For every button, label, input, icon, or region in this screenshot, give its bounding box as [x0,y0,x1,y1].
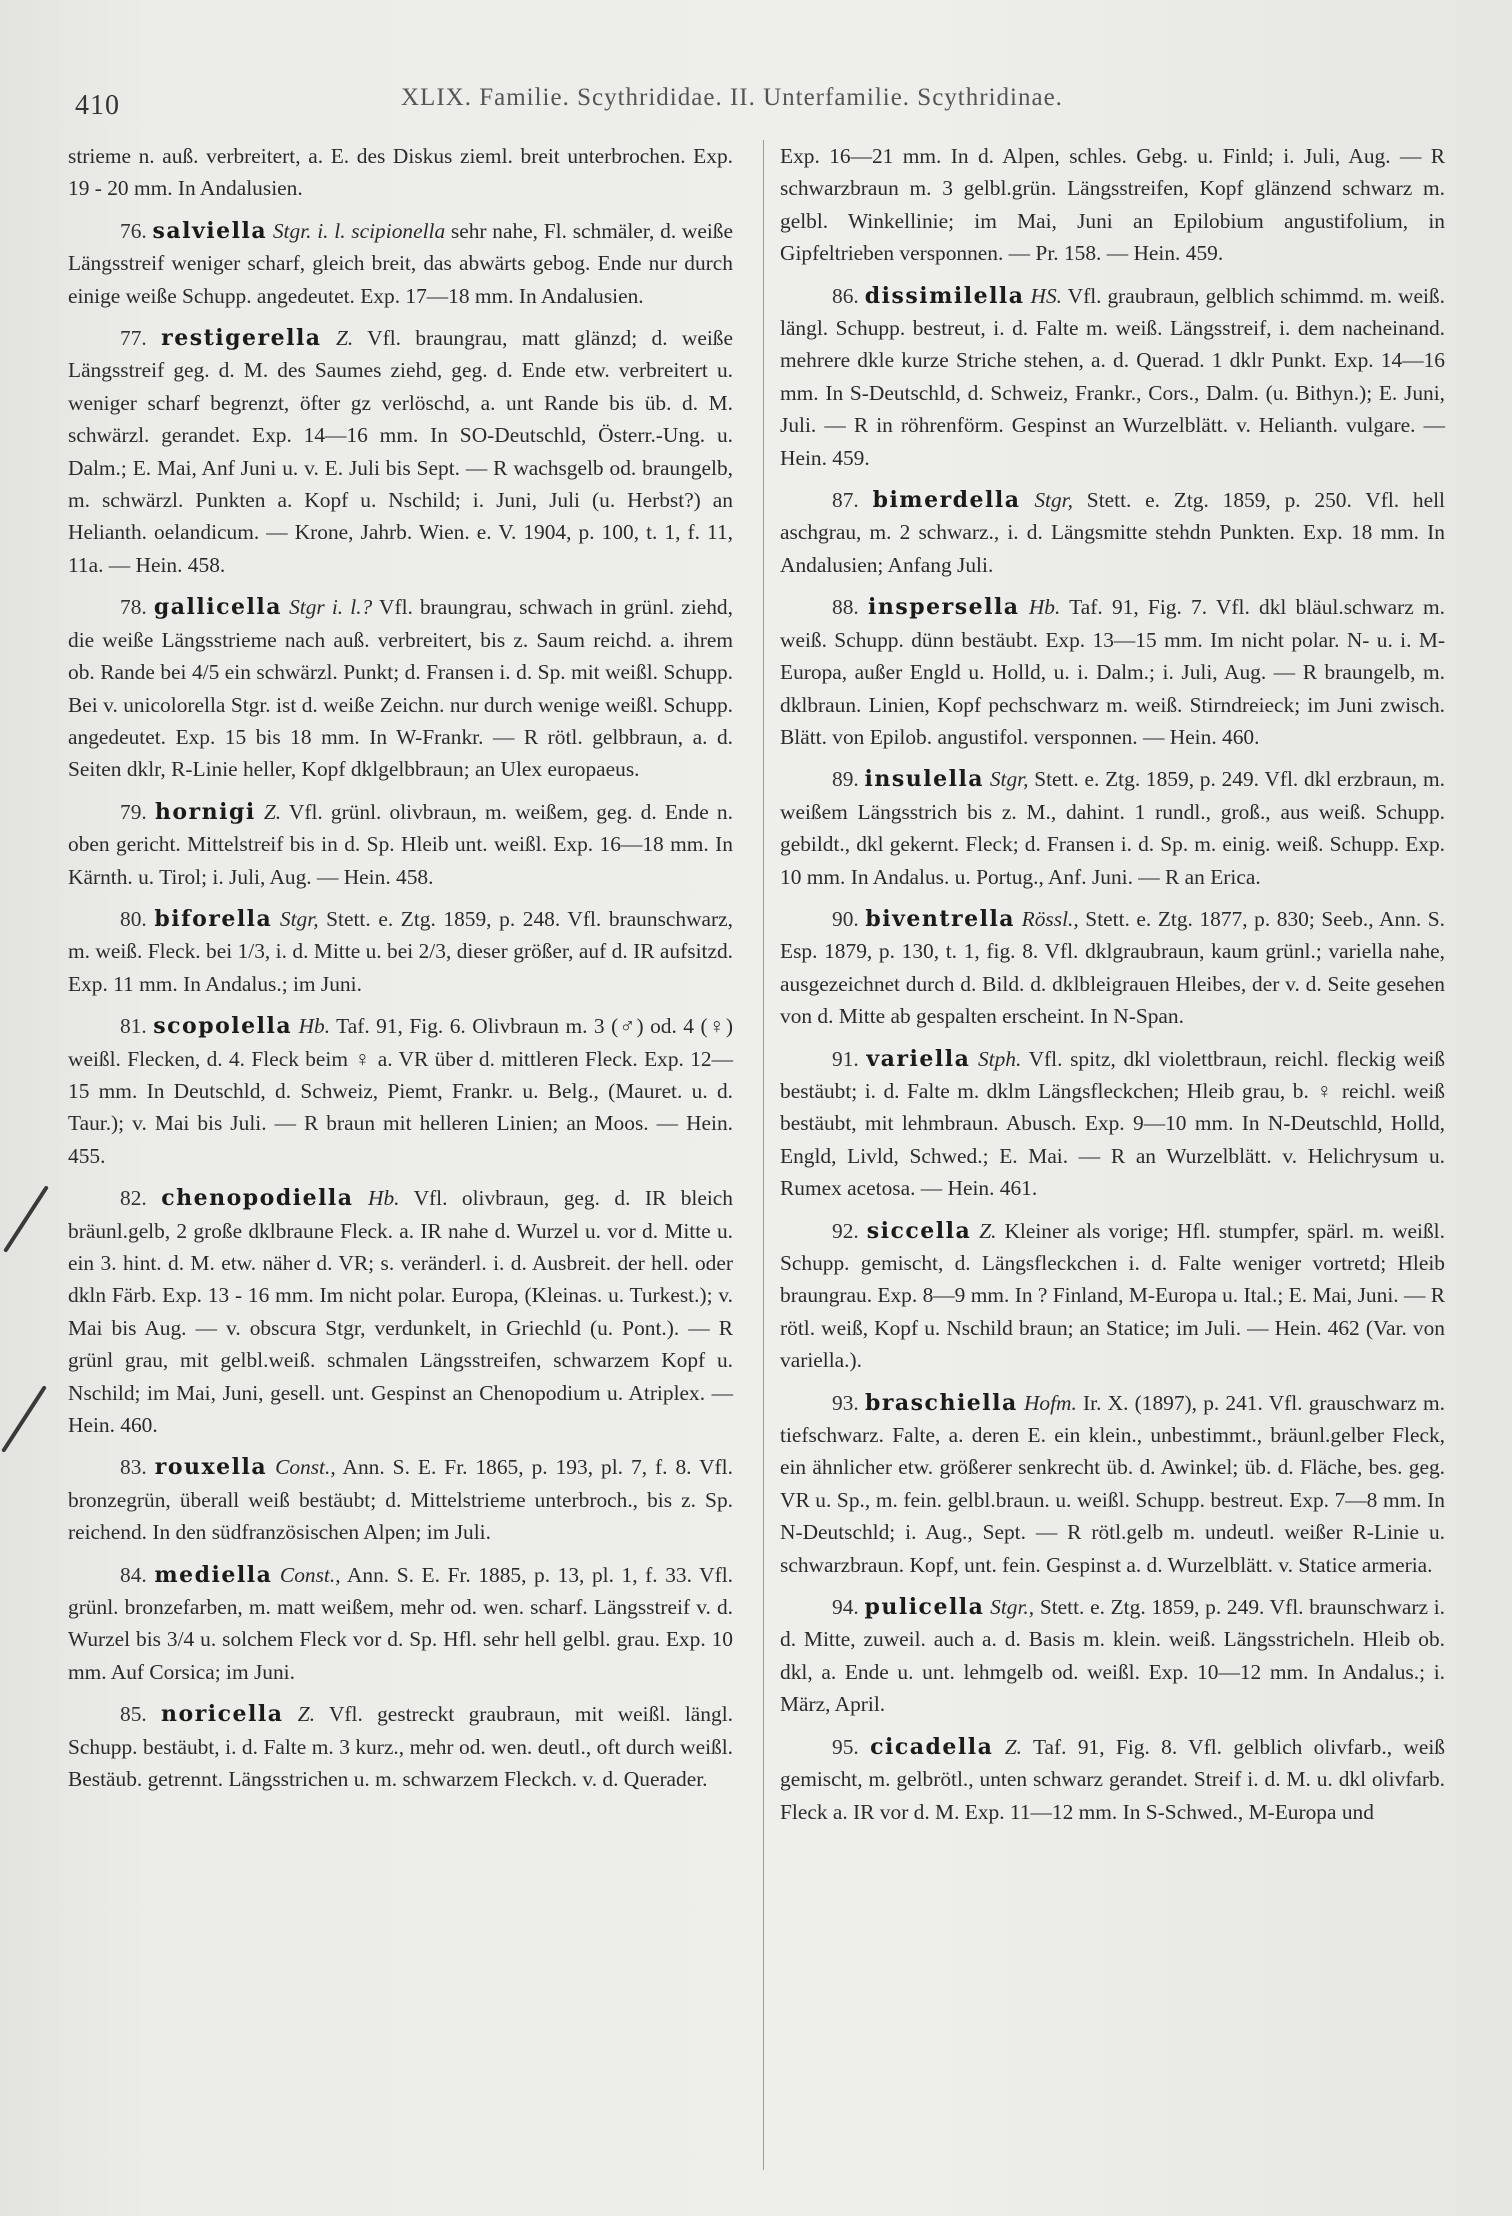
species-name: cicadella [870,1733,994,1760]
entry-number: 85. [120,1702,147,1727]
running-title: XLIX. Familie. Scythrididae. II. Unterfamilie. Scythridinae. [401,84,1063,111]
entry-description: Ann. S. E. Fr. 1885, p. 13, pl. 1, f. 33. Vfl. grünl. bronzefarben, m. matt weißem, mehr od. wen. scharf. Längsstreif v. d. Wurzel bis 3/4 u. solchem Fleck vor d. Sp. Hfl. sehr hell gelbl. grau. Exp. 10 mm. Auf Corsica; im Juni. [68,1562,733,1684]
species-entry [780,591,1445,753]
left-column [68,140,733,1806]
entry-number: 88. [832,595,859,620]
pencil-mark [1,1385,47,1453]
entry-description: Ir. X. (1897), p. 241. Vfl. grauschwarz m. tiefschwarz. Falte, a. deren E. ein klein., unbestimmt., bräunl.gelber Fleck, ein ähnlicher etw. größerer senkrecht üb. d. Awinkel; üb. d. Fläche, bes. geg. VR u. Sp., m. fein. gelbl.braun. u. weißl. Schupp. bestreut. Exp. 7—8 mm. In N-Deutschld; i. Aug., Sept. — R rötl.gelb m. undeutl. weißer R-Linie u. schwarzbraun. Kopf, unt. fein. Gespinst a. d. Wurzelblätt. v. Statice armeria. [780,1390,1445,1577]
entry-number: 94. [832,1595,859,1620]
species-name: biventrella [865,905,1016,932]
entry-number: 95. [832,1734,859,1759]
species-entry [780,1387,1445,1581]
author-citation: Z. [297,1702,316,1727]
species-name: noricella [161,1701,284,1728]
species-name: salviella [152,217,268,244]
entry-description: Stett. e. Ztg. 1859, p. 248. Vfl. braunschwarz, m. weiß. Fleck. bei 1/3, i. d. Mitte u. bei 2/3, dieser größer, auf d. IR aufsitzd. Exp. 11 mm. In Andalus.; im Juni. [68,906,733,996]
author-citation: Z. [263,799,282,824]
species-entry [68,140,733,205]
species-entry [68,1559,733,1689]
species-name: pulicella [864,1594,985,1621]
entry-description: Taf. 91, Fig. 6. Olivbraun m. 3 (♂) od. 4 (♀) weißl. Flecken, d. 4. Fleck beim ♀ a. VR über d. mittleren Fleck. Exp. 12—15 mm. In Deutschld, d. Schweiz, Piemt, Frankr. u. Belg., (Mauret. u. d. Taur.); v. Mai bis Juli. — R braun mit helleren Linien; an Moos. — Hein. 455. [68,1014,733,1168]
entry-description: Stett. e. Ztg. 1859, p. 250. Vfl. hell aschgrau, m. 2 schwarz., i. d. Längsmitte stehdn Punkten. Exp. 18 mm. In Andalusien; Anfang Juli. [780,488,1445,577]
species-name: hornigi [154,798,256,825]
species-entry [780,1043,1445,1205]
entry-description: Ann. S. E. Fr. 1865, p. 193, pl. 7, f. 8. Vfl. bronzegrün, überall weiß bestäubt; d. Mittelstrieme unterbroch., bis z. Sp. reichend. In den südfranzösischen Alpen; im Juli. [68,1455,733,1545]
species-name: gallicella [153,594,282,621]
species-name: variella [866,1045,971,1072]
author-citation: Z. [1004,1734,1022,1759]
author-citation: Rössl., [1021,906,1079,931]
entry-number: 80. [120,906,147,931]
entry-number: 90. [832,906,859,931]
entry-description: Exp. 16—21 mm. In d. Alpen, schles. Gebg. u. Finld; i. Juli, Aug. — R schwarzbraun m. 3 gelbl.grün. Längsstreifen, Kopf glänzend schwarz m. gelbl. Winkellinie; im Mai, Juni an Epilobium angustifolium, in Gipfeltrieben versponnen. — Pr. 158. — Hein. 459. [780,144,1445,266]
species-name: siccella [866,1217,972,1244]
author-citation: HS. [1030,283,1063,308]
entry-description: Vfl. grünl. olivbraun, m. weißem, geg. d. Ende n. oben gericht. Mittelstreif bis in d. Sp. Hleib unt. weißl. Exp. 16—18 mm. In Kärnth. u. Tirol; i. Juli, Aug. — Hein. 458. [68,799,733,889]
entry-number: 93. [832,1390,859,1415]
entry-number: 87. [832,488,859,513]
entry-description: Vfl. graubraun, gelblich schimmd. m. weiß. längl. Schupp. bestreut, i. d. Falte m. weiß. Längsstreif, i. dem nacheinand. mehrere dkle kurze Striche stehen, a. d. Querad. 1 dklr Punkt. Exp. 14—16 mm. In S-Deutschld, d. Schweiz, Frankr., Cors., Dalm. (u. Bithyn.); E. Juni, Juli. — R in röhrenförm. Gespinst an Wurzelblätt. v. Helianth. vulgare. — Hein. 459. [780,283,1445,470]
entry-description: Kleiner als vorige; Hfl. stumpfer, spärl. m. weißl. Schupp. gemischt, d. Längsfleckchen i. d. Falte weniger vortretd; Hleib braungrau. Exp. 8—9 mm. In ? Finland, M-Europa u. Ital.; E. Mai, Juni. — R rötl. weiß, Kopf u. Nschild braun; an Statice; im Juli. — Hein. 462 (Var. von variella.). [780,1218,1445,1373]
entry-number: 82. [120,1186,147,1211]
entry-number: 78. [120,595,147,620]
entry-description: Stett. e. Ztg. 1877, p. 830; Seeb., Ann. S. Esp. 1879, p. 130, t. 1, fig. 8. Vfl. dklgraubraun, kaum grünl.; variella nahe, ausgezeichnet durch d. Bild. d. dklbleigrauen Hleibes, der v. d. Seite gesehen von d. Mitte ab gespalten erscheint. In N-Span. [780,906,1446,1029]
page-header [75,80,1455,120]
author-citation: Stgr, [1034,488,1073,513]
author-citation: Stgr., [990,1595,1035,1620]
species-name: dissimilella [864,282,1025,309]
species-name: biforella [154,905,273,932]
author-citation: Hofm. [1023,1390,1077,1415]
entry-description: Stett. e. Ztg. 1859, p. 249. Vfl. dkl erzbraun, m. weißem Längsstrich bis z. M., dahint. 1 rundl., groß., aus weiß. Schupp. gebildt., dkl gekernt. Fleck; d. Fransen i. d. Sp. m. einig. weiß. Schupp. Exp. 10 mm. In Andalus. u. Portug., Anf. Juni. — R an Erica. [780,767,1445,889]
entry-description: Vfl. gestreckt graubraun, mit weißl. längl. Schupp. bestäubt, i. d. Falte m. 3 kurz., mehr od. wen. deutl., oft durch weißl. Bestäub. getrennt. Längsstrichen u. m. schwarzem Fleckch. v. d. Querader. [68,1702,733,1792]
species-name: braschiella [864,1389,1018,1416]
species-name: mediella [154,1561,273,1588]
entry-description: Taf. 91, Fig. 7. Vfl. dkl bläul.schwarz m. weiß. Schupp. dünn bestäubt. Exp. 13—15 mm. Im nicht polar. N- u. i. M-Europa, außer Engld u. Holld, u. i. Dalm.; i. Juli, Aug. — R braungelb, m. dklbraun. Linien, Kopf pechschwarz m. weiß. Stirndreieck; im Juni zwisch. Blätt. von Epilob. angustifol. versponnen. — Hein. 460. [780,595,1446,749]
author-citation: Stgr i. l.? [289,595,373,620]
species-entry [780,1731,1445,1828]
entry-number: 89. [832,767,859,792]
entry-description: Vfl. olivbraun, geg. d. IR bleich bräunl.gelb, 2 große dklbraune Fleck. a. IR nahe d. Wurzel u. vor d. Mitte u. ein 3. hint. d. M. etw. näher d. VR; s. veränderl. i. d. Ausbreit. der hell. oder dkln Färb. Exp. 13 - 16 mm. Im nicht polar. Europa, (Kleinas. u. Turkest.); v. Mai bis Aug. — v. obscura Stgr, verdunkelt, in Griechld (u. Pont.). — R grünl grau, mit gelbl.weiß. schmalen Längsstreifen, schwarzem Kopf u. Nschild; im Mai, Juni, gesell. unt. Gespinst an Chenopodium u. Atriplex. — Hein. 460. [68,1186,733,1438]
entry-description: Taf. 91, Fig. 8. Vfl. gelblich olivfarb., weiß gemischt, m. gelbrötl., unten schwarz gerandet. Streif i. d. M. u. dkl olivfarb. Fleck a. IR vor d. M. Exp. 11—12 mm. In S-Schwed., M-Europa und [780,1734,1445,1824]
entry-number: 77. [120,326,147,351]
page-number: 410 [75,90,120,121]
author-citation: Hb. [368,1186,400,1211]
species-entry [780,903,1445,1033]
species-entry [68,215,733,312]
author-citation: Const., [279,1562,341,1587]
species-name: insulella [864,766,985,793]
entry-description: sehr nahe, Fl. schmäler, d. weiße Längsstreif weniger scharf, gleich breit, das abwärts gebog. Ende nur durch einige weiße Schupp. angedeutet. Exp. 17—18 mm. In Andalusien. [68,218,733,308]
entry-number: 79. [120,799,147,824]
species-name: restigerella [161,325,322,352]
species-entry [68,1698,733,1795]
entry-description: Vfl. braungrau, matt glänzd; d. weiße Längsstreif geg. d. M. des Saumes ziehd, geg. d. Ende etw. verbreitert u. weniger scharf begrenzt, öfter gz verlöschd, a. unt Rande bis üb. d. M. schwärzl. gerandet. Exp. 14—16 mm. In SO-Deutschld, Österr.-Ung. u. Dalm.; E. Mai, Anf Juni u. v. E. Juli bis Sept. — R wachsgelb od. braungelb, m. schwärzl. Punkten a. Kopf u. Nschild; i. Juni, Juli (u. Herbst?) an Helianth. oelandicum. — Krone, Jahrb. Wien. e. V. 1904, p. 100, t. 1, f. 11, 11a. — Hein. 458. [68,326,733,577]
species-entry [68,903,733,1000]
species-entry [780,280,1445,474]
author-citation: Hb. [298,1014,331,1039]
species-entry [68,591,733,785]
species-entry [780,1215,1445,1377]
entry-number: 91. [832,1046,859,1071]
right-column [780,140,1445,1838]
species-name: scopolella [153,1013,293,1040]
species-entry [68,1010,733,1172]
entry-description: strieme n. auß. verbreitert, a. E. des Diskus zieml. breit unterbrochen. Exp. 19 - 20 mm. In Andalusien. [68,144,733,201]
species-entry [780,484,1445,581]
author-citation: Const., [275,1455,336,1480]
author-citation: Hb. [1028,595,1061,620]
entry-number: 76. [120,218,147,243]
species-name: inspersella [868,594,1020,621]
species-entry [68,796,733,893]
pencil-mark [3,1185,49,1253]
entry-number: 84. [120,1562,147,1587]
species-name: chenopodiella [161,1185,354,1212]
author-citation: Stgr. i. l. scipionella [272,218,446,243]
species-entry [780,140,1445,270]
entry-number: 86. [832,283,859,308]
species-entry [68,322,733,581]
species-entry [68,1451,733,1548]
entry-description: Vfl. braungrau, schwach in grünl. ziehd, die weiße Längsstrieme nach auß. verbreitert, bis z. Saum reichd. a. ihrem ob. Rande bei 4/5 ein schwärzl. Punkt; d. Fransen i. d. Sp. mit weißl. Schupp. Bei v. unicolorella Stgr. ist d. weiße Zeichn. nur durch wenige weißl. Schupp. angedeutet. Exp. 15 bis 18 mm. In W-Frankr. — R rötl. gelbbraun, a. d. Seiten dklr, R-Linie heller, Kopf dklgelbbraun; an Ulex europaeus. [68,595,733,782]
entry-number: 83. [120,1455,147,1480]
species-name: bimerdella [872,487,1021,514]
species-entry [780,1591,1445,1721]
species-entry [68,1182,733,1441]
author-citation: Z. [979,1218,997,1243]
entry-description: Stett. e. Ztg. 1859, p. 249. Vfl. braunschwarz i. d. Mitte, zuweil. auch a. d. Basis m. klein. weiß. Längsstricheln. Hleib ob. dkl, a. Ende u. unt. lehmgelb od. weißl. Exp. 10—12 mm. In Andalus.; i. März, April. [780,1595,1445,1717]
species-name: rouxella [154,1454,268,1481]
entry-number: 81. [120,1014,147,1039]
author-citation: Z. [335,326,354,351]
author-citation: Stgr, [279,906,319,931]
species-entry [780,763,1445,893]
entry-number: 92. [832,1218,859,1243]
author-citation: Stph. [977,1046,1022,1071]
column-divider [763,140,764,2170]
entry-description: Vfl. spitz, dkl violettbraun, reichl. fleckig weiß bestäubt; i. d. Falte m. dklm Längsfleckchen; Hleib grau, b. ♀ reichl. weiß bestäubt, mit lehmbraun. Abusch. Exp. 9—10 mm. In N-Deutschld, Holld, Engld, Livld, Schwed.; E. Mai. — R an Wurzelblätt. v. Helichrysum u. Rumex acetosa. — Hein. 461. [780,1046,1445,1201]
author-citation: Stgr, [989,767,1029,792]
